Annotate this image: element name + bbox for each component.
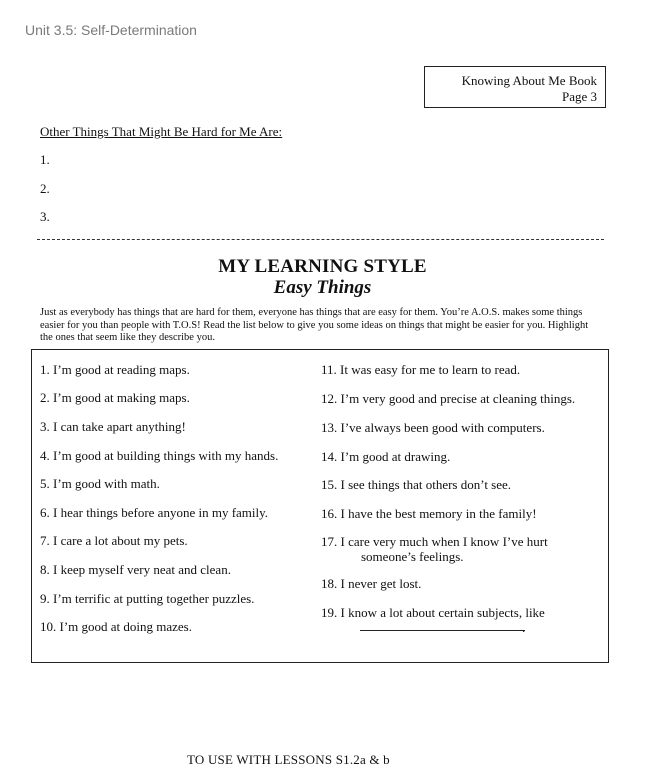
learning-style-subtitle: Easy Things [273, 277, 372, 298]
fill-in-blank-period: . [522, 620, 526, 635]
intro-paragraph: Just as everybody has things that are hard for them, everyone has things that are easy for them. You’re A.O.S. makes some things easier for you than people with T.O.S! Read the list below to give you some ideas on things that might be easier for you. Highlight the ones that seem like they describe you. [40, 307, 589, 343]
easy-item-3: 3. I can take apart anything! [40, 419, 186, 434]
book-page-number: Page 3 [561, 89, 597, 104]
easy-item-12: 12. I’m very good and precise at cleaning things. [321, 391, 576, 406]
hard-thing-item-1: 1. [40, 152, 50, 167]
easy-item-10: 10. I’m good at doing mazes. [40, 619, 192, 634]
easy-item-14: 14. I’m good at drawing. [321, 449, 451, 464]
easy-item-17-continuation: someone’s feelings. [361, 549, 464, 564]
easy-item-9: 9. I’m terrific at putting together puzzles. [40, 591, 255, 606]
hard-things-heading: Other Things That Might Be Hard for Me Are: [40, 124, 283, 139]
easy-item-1: 1. I’m good at reading maps. [40, 362, 190, 377]
unit-label: Unit 3.5: Self-Determination [25, 22, 197, 38]
easy-item-6: 6. I hear things before anyone in my family. [40, 505, 269, 520]
book-title: Knowing About Me Book [461, 73, 597, 88]
easy-item-17-text: 17. I care very much when I know I’ve hurt [321, 534, 548, 549]
easy-item-13: 13. I’ve always been good with computers. [321, 420, 545, 435]
easy-item-11: 11. It was easy for me to learn to read. [321, 362, 521, 377]
easy-item-7: 7. I care a lot about my pets. [40, 533, 188, 548]
footer-lessons: TO USE WITH LESSONS S1.2a & b [187, 752, 390, 767]
easy-item-18: 18. I never get lost. [321, 576, 422, 591]
easy-item-2: 2. I’m good at making maps. [40, 390, 190, 405]
dashed-divider [37, 239, 604, 240]
easy-item-5: 5. I’m good with math. [40, 476, 160, 491]
easy-item-4: 4. I’m good at building things with my hands. [40, 448, 279, 463]
easy-item-15: 15. I see things that others don’t see. [321, 477, 512, 492]
hard-thing-item-3: 3. [40, 209, 50, 224]
easy-item-8: 8. I keep myself very neat and clean. [40, 562, 231, 577]
easy-item-17 [321, 534, 548, 564]
fill-in-blank-line [360, 630, 525, 631]
easy-item-16: 16. I have the best memory in the family! [321, 506, 537, 521]
hard-thing-item-2: 2. [40, 181, 50, 196]
book-page-box [424, 66, 606, 108]
easy-item-19: 19. I know a lot about certain subjects, like [321, 605, 545, 620]
learning-style-title: MY LEARNING STYLE [218, 256, 427, 277]
